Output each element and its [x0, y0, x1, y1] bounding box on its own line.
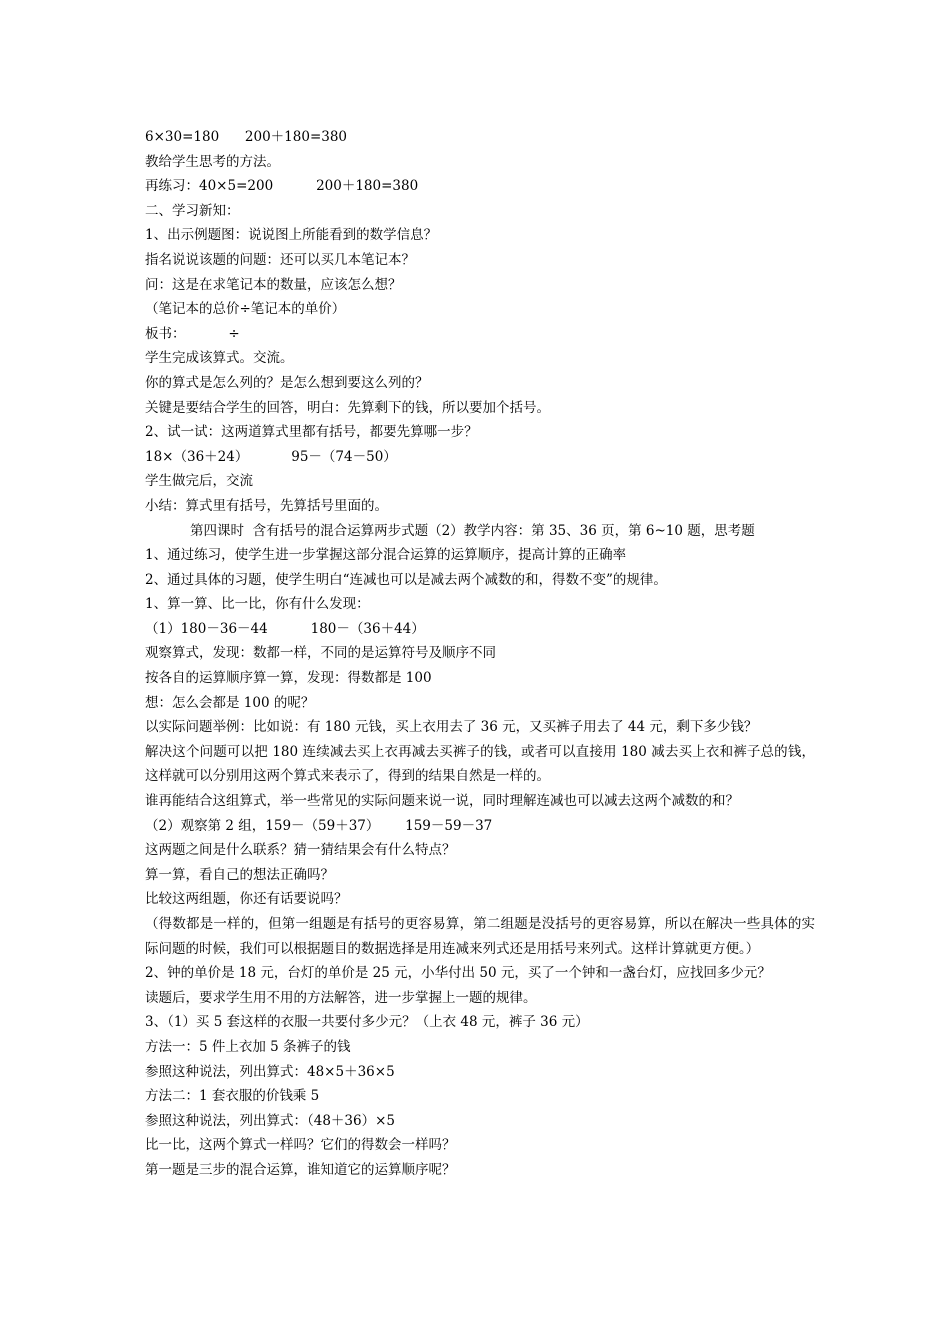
text-line: 1、算一算、比一比，你有什么发现：: [145, 596, 370, 613]
text-line: 以实际问题举例：比如说：有 180 元钱，买上衣用去了 36 元，又买裤子用去了 44 元，剩下多少钱？: [145, 719, 758, 736]
paragraph: （得数都是一样的，但第一组题是有括号的更容易算，第二组题是没括号的更容易算，所以在解决一些具体的实际问题的时候，我们可以根据题目的数据选择是用连减来列式还是用括号来列式。这样计算就更方便。）: [145, 916, 815, 957]
text-line: （笔记本的总价÷笔记本的单价）: [145, 301, 346, 318]
text-line: 谁再能结合这组算式，举一些常见的实际问题来说一说，同时理解连减也可以减去这两个减数的和？: [145, 793, 739, 810]
text-line: 观察算式，发现：数都一样，不同的是运算符号及顺序不同: [145, 645, 496, 662]
text-line: 3、（1）买 5 套这样的衣服一共要付多少元？（上衣 48 元，裤子 36 元）: [145, 1014, 589, 1031]
text-line: 想：怎么会都是 100 的呢？: [145, 694, 315, 711]
text-line: 小结：算式里有括号，先算括号里面的。: [145, 497, 388, 514]
text-line: 这两题之间是什么联系？猜一猜结果会有什么特点？: [145, 842, 456, 859]
text-line: 6×30=180 200＋180=380: [145, 129, 348, 145]
text-line: （2）观察第 2 组，159－（59＋37） 159－59－37: [145, 817, 493, 834]
text-line: 2、钟的单价是 18 元，台灯的单价是 25 元，小华付出 50 元，买了一个钟和一盏台灯，应找回多少元？: [145, 965, 771, 982]
text-line: 比一比，这两个算式一样吗？它们的得数会一样吗？: [145, 1137, 456, 1154]
text-line: 算一算，看自己的想法正确吗？: [145, 866, 334, 883]
text-line: 方法二：1 套衣服的价钱乘 5: [145, 1088, 320, 1105]
text-line: 关键是要结合学生的回答，明白：先算剩下的钱，所以要加个括号。: [145, 399, 550, 416]
text-line: 1、通过练习，使学生进一步掌握这部分混合运算的运算顺序，提高计算的正确率: [145, 547, 627, 564]
text-line: 你的算式是怎么列的？是怎么想到要这么列的？: [145, 374, 429, 391]
document-body: [145, 125, 815, 1183]
text-line: 第一题是三步的混合运算，谁知道它的运算顺序呢？: [145, 1161, 456, 1178]
text-line: 指名说说该题的问题：还可以买几本笔记本？: [145, 251, 415, 268]
text-line: 18×（36＋24） 95－（74－50）: [145, 448, 397, 465]
text-line: 教给学生思考的方法。: [145, 153, 280, 170]
paragraph: 解决这个问题可以把 180 连续减去买上衣再减去买裤子的钱，或者可以直接用 180 减去买上衣和裤子总的钱，这样就可以分别用这两个算式来表示了，得到的结果自然是一样的。: [145, 743, 815, 785]
lesson-title: 第四课时 含有括号的混合运算两步式题（2）教学内容：第 35、36 页，第 6~10 题，思考题: [190, 522, 755, 539]
text-line: 学生做完后，交流: [145, 473, 253, 490]
text-line: 方法一：5 件上衣加 5 条裤子的钱: [145, 1038, 351, 1055]
text-line: 2、试一试：这两道算式里都有括号，都要先算哪一步？: [145, 424, 478, 441]
text-line: 参照这种说法，列出算式：（48＋36）×5: [145, 1112, 396, 1129]
text-line: 板书： ÷: [145, 325, 240, 342]
text-line: 参照这种说法，列出算式：48×5＋36×5: [145, 1063, 395, 1080]
text-line: 1、出示例题图：说说图上所能看到的数学信息？: [145, 227, 438, 244]
text-line: 读题后，要求学生用不用的方法解答，进一步掌握上一题的规律。: [145, 989, 537, 1006]
text-line: 2、通过具体的习题，使学生明白“连减也可以是减去两个减数的和，得数不变”的规律。: [145, 571, 667, 588]
text-line: （1）180－36－44 180－（36＋44）: [145, 620, 425, 637]
text-line: 学生完成该算式。交流。: [145, 350, 294, 367]
text-line: 再练习：40×5=200 200＋180=380: [145, 178, 419, 195]
section-heading: 二、学习新知：: [145, 202, 240, 219]
text-line: 问：这是在求笔记本的数量，应该怎么想？: [145, 276, 402, 293]
text-line: 比较这两组题，你还有话要说吗？: [145, 891, 348, 908]
text-line: 按各自的运算顺序算一算，发现：得数都是 100: [145, 670, 432, 687]
